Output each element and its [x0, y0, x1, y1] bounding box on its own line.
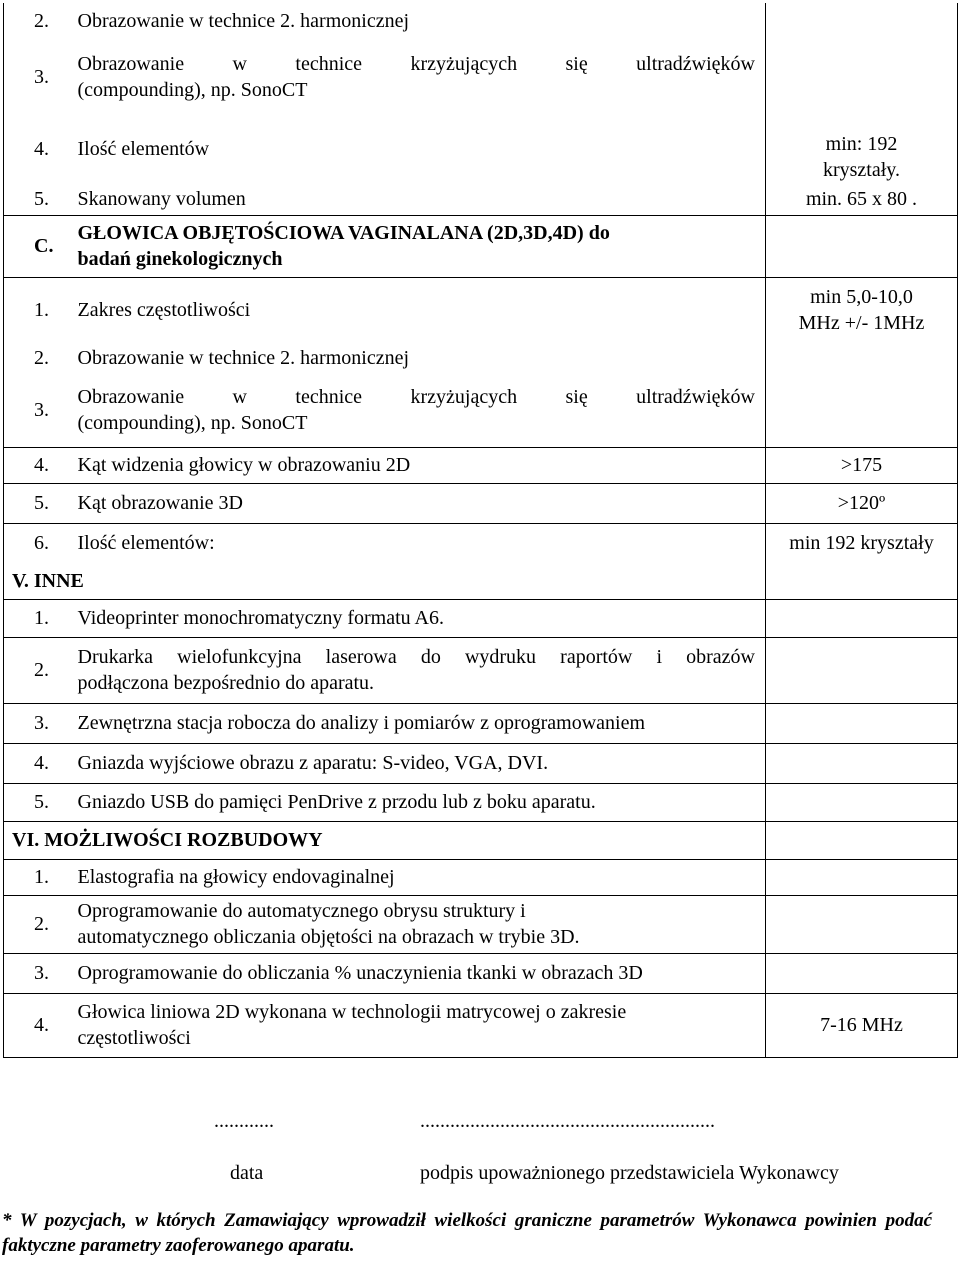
row-description: Elastografia na głowicy endovaginalnej: [70, 859, 766, 895]
row-number: 2.: [4, 637, 70, 703]
row-value: [766, 703, 958, 743]
row-value: min. 65 x 80 .: [766, 183, 958, 215]
date-label: data: [230, 1162, 264, 1184]
row-description: [70, 39, 766, 115]
description-line: Oprogramowanie do automatycznego obrysu struktury i: [77, 900, 526, 922]
row-description: Kąt widzenia głowicy w obrazowaniu 2D: [70, 447, 766, 483]
row-value: [766, 895, 958, 953]
description-line: Drukarka wielofunkcyjna laserowa do wydruku raportów i obrazów: [77, 646, 755, 668]
value-line: kryształy.: [822, 159, 900, 181]
row-description: [70, 993, 766, 1057]
row-description: [70, 373, 766, 447]
section-title-line: GŁOWICA OBJĘTOŚCIOWA VAGINALANA (2D,3D,4D) do: [77, 222, 610, 244]
section-title: [70, 215, 766, 277]
description-line: częstotliwości: [77, 1027, 191, 1049]
row-number: 4.: [4, 447, 70, 483]
row-value: >175: [766, 447, 958, 483]
row-number: 4.: [4, 743, 70, 783]
row-value: [766, 563, 958, 599]
section-number: C.: [4, 215, 70, 277]
row-value: [766, 277, 958, 373]
row-description: [70, 895, 766, 953]
row-value: [766, 743, 958, 783]
section-title-line: badań ginekologicznych: [77, 248, 283, 270]
row-number: 3.: [4, 953, 70, 993]
row-value: [766, 3, 958, 115]
row-description: Zakres częstotliwości: [70, 277, 766, 343]
row-value: [766, 215, 958, 277]
description-line: podłączona bezpośrednio do aparatu.: [77, 672, 375, 694]
row-number: 2.: [4, 343, 70, 373]
description-line: Obrazowanie w technice krzyżujących się ultradźwięków: [77, 53, 755, 75]
date-dots: ............: [214, 1110, 274, 1132]
row-value: [766, 783, 958, 821]
row-description: Oprogramowanie do obliczania % unaczynienia tkanki w obrazach 3D: [70, 953, 766, 993]
row-description: Videoprinter monochromatyczny formatu A6.: [70, 599, 766, 637]
section-heading: V. INNE: [4, 563, 766, 599]
row-value: [766, 821, 958, 859]
row-number: 4.: [4, 993, 70, 1057]
description-line: Obrazowanie w technice krzyżujących się ultradźwięków: [77, 385, 755, 408]
row-description: [70, 637, 766, 703]
row-value: [766, 599, 958, 637]
row-value: min 192 kryształy: [766, 523, 958, 563]
value-line: min 5,0-10,0: [810, 285, 913, 308]
row-description: Zewnętrzna stacja robocza do analizy i pomiarów z oprogramowaniem: [70, 703, 766, 743]
row-description: Gniazda wyjściowe obrazu z aparatu: S-video, VGA, DVI.: [70, 743, 766, 783]
specification-table: [3, 3, 958, 1058]
row-number: 3.: [4, 373, 70, 447]
row-number: 5.: [4, 783, 70, 821]
signature-dots: ...........................................................: [420, 1110, 715, 1132]
row-description: Skanowany volumen: [77, 187, 246, 210]
row-number: 2.: [4, 3, 70, 39]
description-line: Głowica liniowa 2D wykonana w technologii matrycowej o zakresie: [77, 1001, 627, 1023]
footnote: * W pozycjach, w których Zamawiający wprowadził wielkości graniczne parametrów Wykonawca powinien podać faktyczne parametry zaoferowanego aparatu.: [2, 1210, 932, 1256]
section-heading: VI. MOŻLIWOŚCI ROZBUDOWY: [4, 821, 766, 859]
row-number: 1.: [4, 599, 70, 637]
row-number: 3.: [4, 39, 70, 115]
row-value: [766, 115, 958, 183]
row-number: 5.: [4, 483, 70, 523]
row-number: 1.: [4, 277, 70, 343]
row-number: 1.: [4, 859, 70, 895]
row-value: >120º: [766, 483, 958, 523]
row-description: Ilość elementów:: [70, 523, 766, 563]
row-number: 5.: [4, 183, 70, 215]
value-line: min: 192: [825, 133, 898, 155]
row-number: 4.: [4, 115, 70, 183]
description-line: (compounding), np. SonoCT: [77, 411, 308, 434]
row-value: [766, 953, 958, 993]
value-line: MHz +/- 1MHz: [798, 311, 925, 334]
row-value: [766, 373, 958, 447]
description-line: (compounding), np. SonoCT: [77, 79, 308, 101]
row-value: [766, 637, 958, 703]
row-description: Obrazowanie w technice 2. harmonicznej: [77, 10, 410, 32]
row-value: 7-16 MHz: [766, 993, 958, 1057]
row-number: 3.: [4, 703, 70, 743]
row-description: Kąt obrazowanie 3D: [70, 483, 766, 523]
description-line: automatycznego obliczania objętości na obrazach w trybie 3D.: [77, 926, 580, 948]
signature-label: podpis upoważnionego przedstawiciela Wykonawcy: [420, 1162, 839, 1184]
row-description: Obrazowanie w technice 2. harmonicznej: [77, 347, 410, 369]
row-description: Gniazdo USB do pamięci PenDrive z przodu lub z boku aparatu.: [70, 783, 766, 821]
row-number: 6.: [4, 523, 70, 563]
row-number: 2.: [4, 895, 70, 953]
row-value: [766, 859, 958, 895]
row-description: Ilość elementów: [77, 138, 210, 160]
